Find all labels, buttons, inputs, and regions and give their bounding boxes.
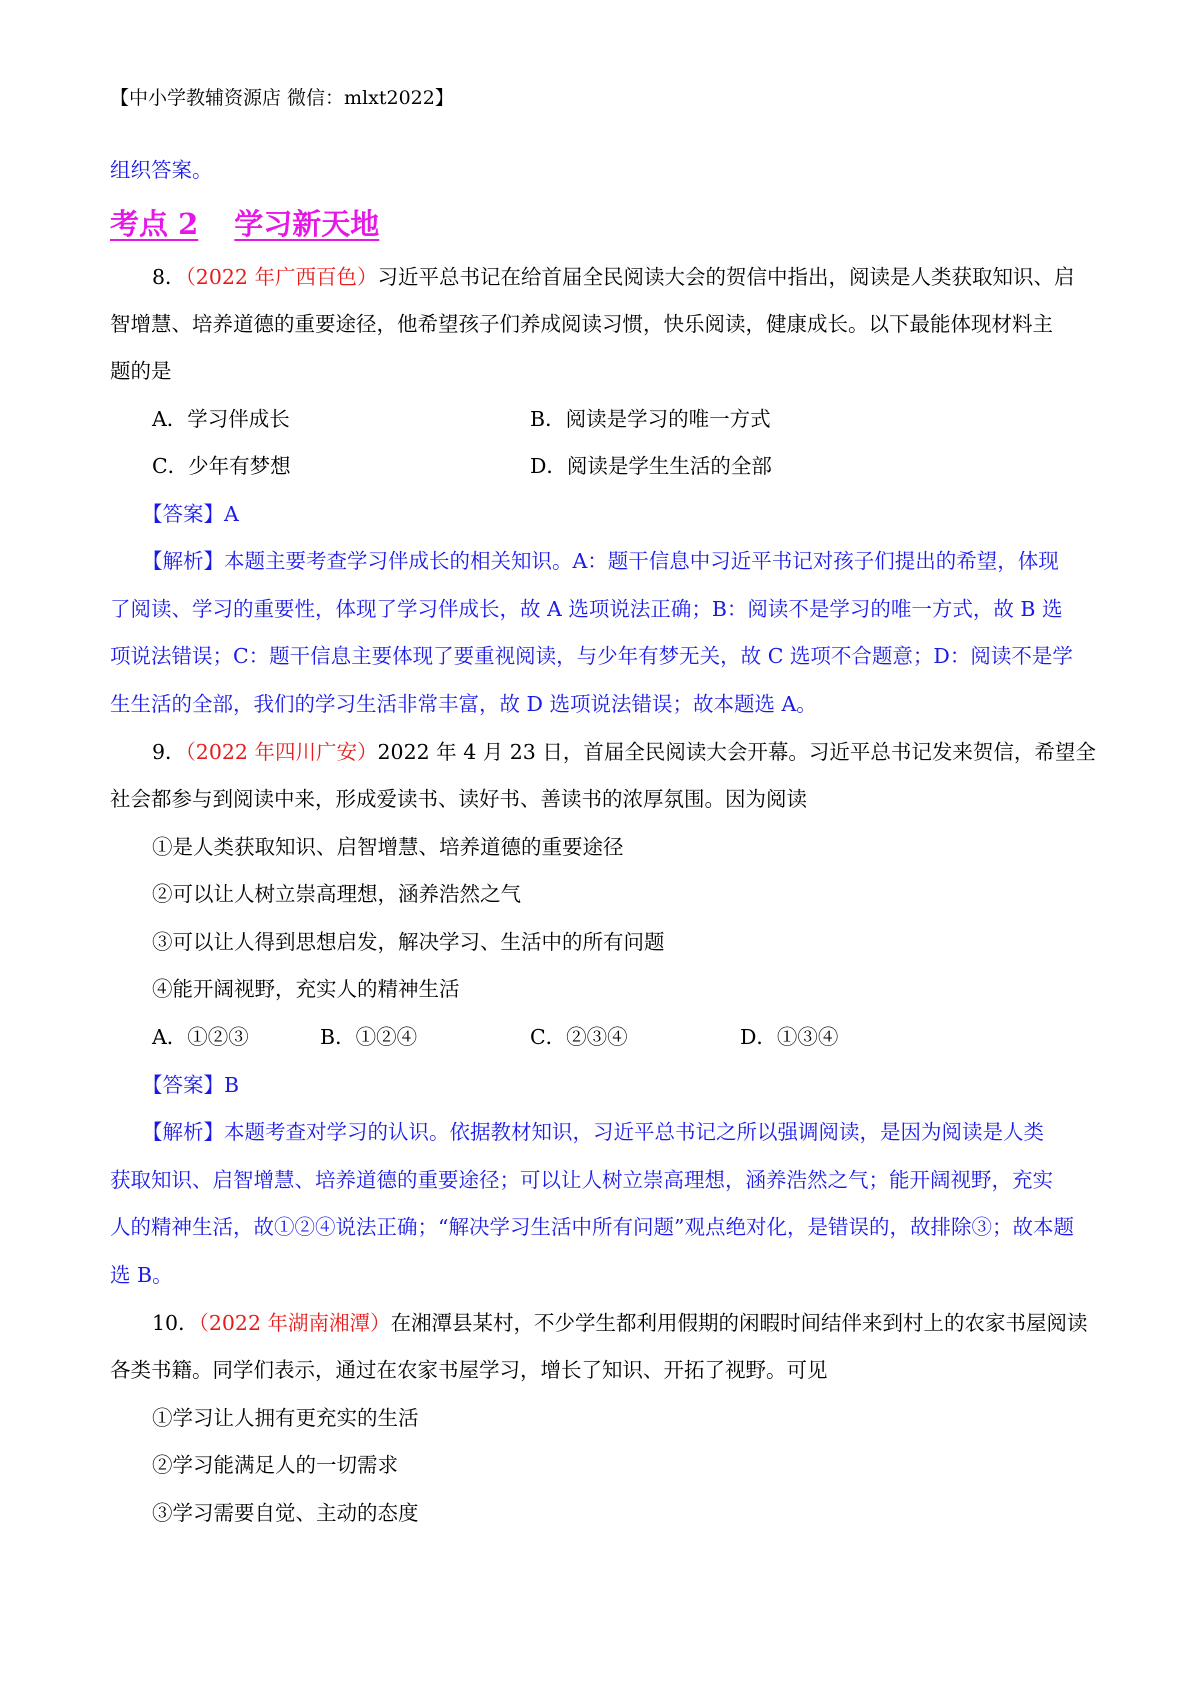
q9-item-4: ④能开阔视野，充实人的精神生活 (152, 977, 460, 1001)
q10-stem-line-1 (152, 1308, 1088, 1338)
q8-stem-line-1 (152, 262, 1074, 292)
q9-number: 9． (152, 740, 186, 764)
q9-stem-line-1 (152, 737, 1096, 767)
q9-analysis-line-1: 【解析】本题考查对学习的认识。依据教材知识，习近平总书记之所以强调阅读，是因为阅读是人类 (142, 1120, 1044, 1144)
q8-option-d: D．阅读是学生生活的全部 (530, 454, 772, 478)
q10-stem-line-2: 各类书籍。同学们表示，通过在农家书屋学习，增长了知识、开拓了视野。可见 (110, 1358, 828, 1382)
q8-analysis-line-3: 项说法错误；C：题干信息主要体现了要重视阅读，与少年有梦无关，故 C 选项不合题意；D：阅读不是学 (110, 644, 1073, 668)
q10-item-3: ③学习需要自觉、主动的态度 (152, 1501, 419, 1525)
q9-stem-line-2: 社会都参与到阅读中来，形成爱读书、读好书、善读书的浓厚氛围。因为阅读 (110, 787, 807, 811)
q8-option-c: C．少年有梦想 (152, 454, 291, 478)
q8-analysis-line-4: 生生活的全部，我们的学习生活非常丰富，故 D 选项说法错误；故本题选 A。 (110, 692, 817, 716)
q8-number: 8． (152, 265, 186, 289)
q8-option-a: A．学习伴成长 (152, 407, 290, 431)
q10-source: （2022 年湖南湘潭） (198, 1311, 391, 1335)
section-heading (110, 204, 379, 244)
q9-item-1: ①是人类获取知识、启智增慧、培养道德的重要途径 (152, 835, 624, 859)
q9-option-a: A．①②③ (152, 1025, 249, 1049)
watermark-header: 【中小学教辅资源店 微信：mlxt2022】 (110, 87, 454, 109)
q9-source: （2022 年四川广安） (185, 740, 378, 764)
q9-analysis-line-2: 获取知识、启智增慧、培养道德的重要途径；可以让人树立崇高理想，涵养浩然之气；能开阔视野，充实 (110, 1168, 1053, 1192)
q8-analysis-line-1: 【解析】本题主要考查学习伴成长的相关知识。A：题干信息中习近平书记对孩子们提出的希望，体现 (142, 549, 1059, 573)
q9-option-d: D．①③④ (740, 1025, 839, 1049)
q8-stem-text-1: 习近平总书记在给首届全民阅读大会的贺信中指出，阅读是人类获取知识、启 (377, 265, 1075, 289)
carry-over-text: 组织答案。 (110, 158, 213, 182)
q9-answer: 【答案】B (142, 1073, 240, 1097)
q8-stem-line-2: 智增慧、培养道德的重要途径，他希望孩子们养成阅读习惯，快乐阅读，健康成长。以下最能体现材料主 (110, 312, 1053, 336)
q9-option-b: B．①②④ (320, 1025, 418, 1049)
q8-source: （2022 年广西百色） (185, 265, 378, 289)
q8-stem-line-3: 题的是 (110, 359, 172, 383)
q10-item-2: ②学习能满足人的一切需求 (152, 1453, 398, 1477)
q9-analysis-line-3: 人的精神生活，故①②④说法正确；“解决学习生活中所有问题”观点绝对化，是错误的，故排除③；故本题 (110, 1215, 1074, 1239)
q8-analysis-line-2: 了阅读、学习的重要性，体现了学习伴成长，故 A 选项说法正确；B：阅读不是学习的唯一方式，故 B 选 (110, 597, 1063, 621)
q10-number: 10． (152, 1311, 199, 1335)
q9-analysis-line-4: 选 B。 (110, 1263, 173, 1287)
q9-stem-text-1: 2022 年 4 月 23 日，首届全民阅读大会开幕。习近平总书记发来贺信，希望全 (377, 740, 1096, 764)
q9-option-c: C．②③④ (530, 1025, 628, 1049)
q8-answer: 【答案】A (142, 502, 239, 526)
q10-stem-text-1: 在湘潭县某村，不少学生都利用假期的闲暇时间结伴来到村上的农家书屋阅读 (390, 1311, 1088, 1335)
section-heading-title: 学习新天地 (234, 207, 380, 241)
q9-item-3: ③可以让人得到思想启发，解决学习、生活中的所有问题 (152, 930, 665, 954)
q8-option-b: B．阅读是学习的唯一方式 (530, 407, 771, 431)
q9-item-2: ②可以让人树立崇高理想，涵养浩然之气 (152, 882, 521, 906)
section-heading-number: 考点 2 (110, 207, 199, 241)
q10-item-1: ①学习让人拥有更充实的生活 (152, 1406, 419, 1430)
